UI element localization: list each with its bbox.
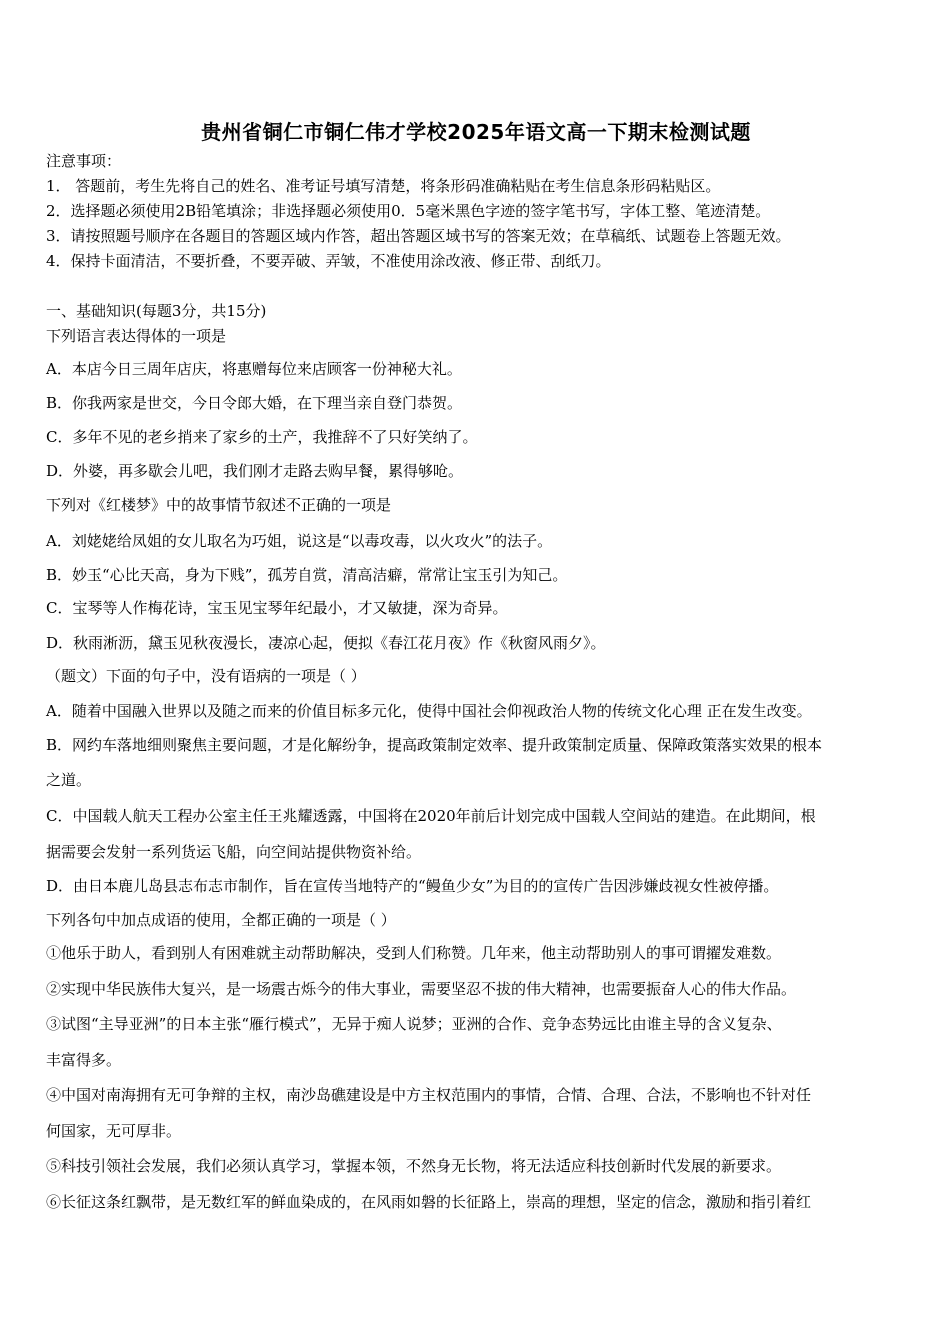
q4-sentence-3: ③试图“主导亚洲”的日本主张“雁行模式”，无异于痴人说梦；亚洲的合作、竞争态势远比由谁主导的含义复杂、: [46, 1015, 782, 1033]
q4-sentence-6: ⑥长征这条红飘带，是无数红军的鲜血染成的，在风雨如磐的长征路上，崇高的理想，坚定的信念，激励和指引着红: [46, 1193, 812, 1211]
q4-sentence-5: ⑤科技引领社会发展，我们必须认真学习，掌握本领，不然身无长物，将无法适应科技创新时代发展的新要求。: [46, 1157, 782, 1175]
notice-item-2: 2．选择题必须使用2B铅笔填涂；非选择题必须使用0．5毫米黑色字迹的签字笔书写，字体工整、笔迹清楚。: [46, 202, 771, 220]
q3-option-b: B．网约车落地细则聚焦主要问题，才是化解纷争，提高政策制定效率、提升政策制定质量、保障政策落实效果的根本: [46, 736, 823, 754]
q4-sentence-3-cont: 丰富得多。: [46, 1051, 122, 1069]
q3-option-d: D．由日本鹿儿岛县志布志市制作，旨在宣传当地特产的“鳗鱼少女”为目的的宣传广告因涉嫌歧视女性被停播。: [46, 877, 779, 895]
q1-option-d: D．外婆，再多歇会儿吧，我们刚才走路去购早餐，累得够呛。: [46, 462, 464, 480]
q2-option-d: D．秋雨淅沥，黛玉见秋夜漫长，凄凉心起，便拟《春江花月夜》作《秋窗风雨夕》。: [46, 634, 606, 652]
q4-sentence-2: ②实现中华民族伟大复兴，是一场震古烁今的伟大事业，需要坚忍不拔的伟大精神，也需要振奋人心的伟大作品。: [46, 980, 797, 998]
q3-option-c-cont: 据需要会发射一系列货运飞船，向空间站提供物资补给。: [46, 843, 422, 861]
notice-item-3: 3．请按照题号顺序在各题目的答题区域内作答，超出答题区域书写的答案无效；在草稿纸、试题卷上答题无效。: [46, 227, 791, 245]
q1-option-b: B．你我两家是世交，今日令郎大婚，在下理当亲自登门恭贺。: [46, 394, 463, 412]
q3-option-c: C．中国载人航天工程办公室主任王兆耀透露，中国将在2020年前后计划完成中国载人空间站的建造。在此期间，根: [46, 807, 816, 825]
q3-option-b-cont: 之道。: [46, 771, 92, 789]
section-heading: 一、基础知识(每题3分，共15分): [46, 302, 267, 320]
q1-stem: 下列语言表达得体的一项是: [46, 327, 227, 345]
q2-option-b: B．妙玉“心比天高，身为下贱”，孤芳自赏，清高洁癖，常常让宝玉引为知己。: [46, 566, 568, 584]
q4-sentence-1: ①他乐于助人，看到别人有困难就主动帮助解决，受到人们称赞。几年来，他主动帮助别人的事可谓擢发难数。: [46, 944, 782, 962]
q4-stem: 下列各句中加点成语的使用，全都正确的一项是（ ）: [46, 911, 396, 929]
q2-stem: 下列对《红楼梦》中的故事情节叙述不正确的一项是: [46, 496, 392, 514]
q4-sentence-4-cont: 何国家，无可厚非。: [46, 1122, 182, 1140]
notice-item-1: 1． 答题前，考生先将自己的姓名、准考证号填写清楚，将条形码准确粘贴在考生信息条形码粘贴区。: [46, 177, 721, 195]
q1-option-a: A．本店今日三周年店庆，将惠赠每位来店顾客一份神秘大礼。: [46, 360, 462, 378]
exam-title: 贵州省铜仁市铜仁伟才学校2025年语文高一下期末检测试题: [201, 120, 751, 144]
q2-option-a: A．刘姥姥给凤姐的女儿取名为巧姐，说这是“以毒攻毒，以火攻火”的法子。: [46, 532, 553, 550]
q1-option-c: C．多年不见的老乡捎来了家乡的土产，我推辞不了只好笑纳了。: [46, 428, 478, 446]
q3-stem: （题文）下面的句子中，没有语病的一项是（ ）: [46, 667, 366, 685]
notice-heading: 注意事项：: [46, 152, 122, 170]
q3-option-a: A．随着中国融入世界以及随之而来的价值目标多元化，使得中国社会仰视政治人物的传统文化心理 正在发生改变。: [46, 702, 812, 720]
q4-sentence-4: ④中国对南海拥有无可争辩的主权，南沙岛礁建设是中方主权范围内的事情，合情、合理、合法，不影响也不针对任: [46, 1086, 812, 1104]
notice-item-4: 4．保持卡面清洁，不要折叠，不要弄破、弄皱，不准使用涂改液、修正带、刮纸刀。: [46, 252, 611, 270]
q2-option-c: C．宝琴等人作梅花诗，宝玉见宝琴年纪最小，才又敏捷，深为奇异。: [46, 599, 508, 617]
